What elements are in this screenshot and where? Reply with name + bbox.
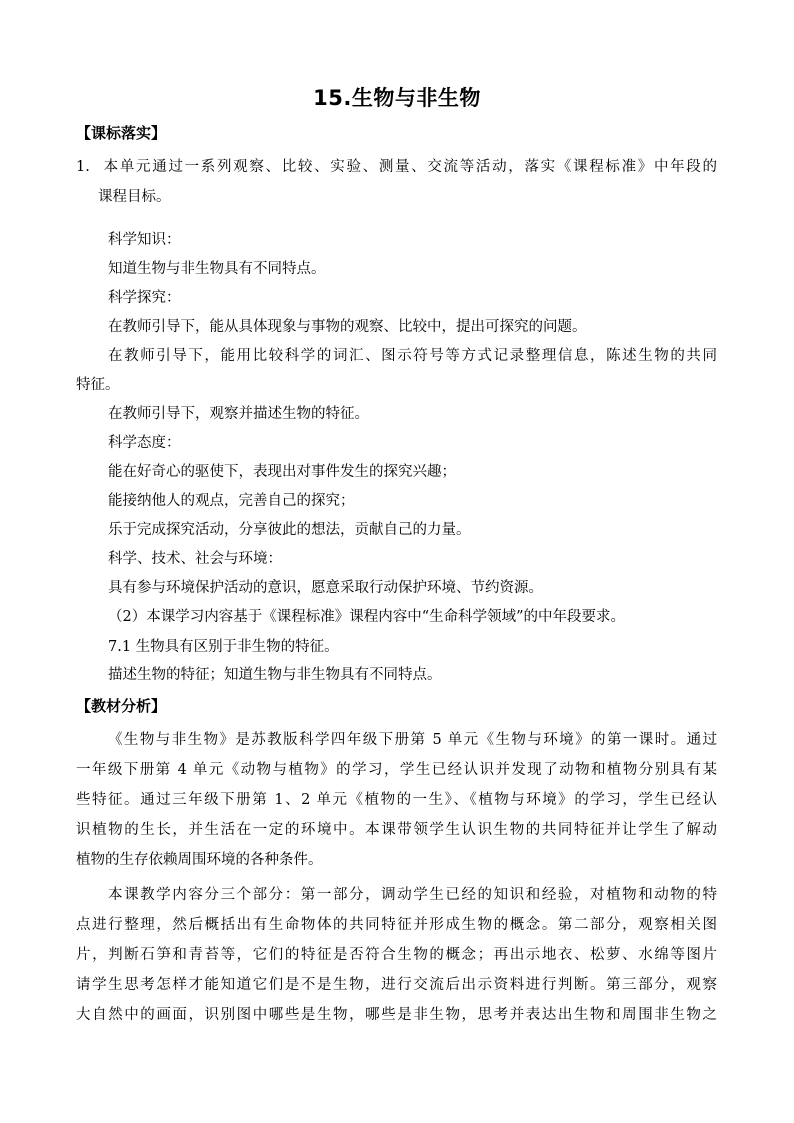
analysis-p1-line: 《生物与非生物》是苏教版科学四年级下册第 5 单元《生物与环境》的第一课时。通过 xyxy=(108,732,717,748)
item2-sub: 7.1 生物具有区别于非生物的特征。 xyxy=(108,639,339,655)
inquiry-label: 科学探究： xyxy=(108,290,181,306)
analysis-p2-line: 点进行整理，然后概括出有生命物体的共同特征并形成生物的概念。第二部分，观察相关图 xyxy=(76,917,717,933)
item1-line2: 课程目标。 xyxy=(98,189,171,205)
attitude-text3: 乐于完成探究活动，分享彼此的想法，贡献自己的力量。 xyxy=(108,522,471,538)
analysis-p1-line: 植物的生存依赖周围环境的各种条件。 xyxy=(76,852,323,868)
item1-line1 xyxy=(76,156,717,178)
analysis-p1-line: 一年级下册第 4 单元《动物与植物》的学习，学生已经认识并发现了动物和植物分别具有某 xyxy=(76,762,717,778)
knowledge-text: 知道生物与非生物具有不同特点。 xyxy=(108,261,326,277)
analysis-p2-line: 本课教学内容分三个部分：第一部分，调动学生已经的知识和经验，对植物和动物的特 xyxy=(108,887,717,903)
inquiry-text3: 在教师引导下，观察并描述生物的特征。 xyxy=(108,406,369,422)
attitude-text1: 能在好奇心的驱使下，表现出对事件发生的探究兴趣； xyxy=(108,464,456,480)
section-heading-analysis: 【教材分析】 xyxy=(76,697,167,715)
document-title: 15.生物与非生物 xyxy=(313,86,481,110)
inquiry-text2-line2: 特征。 xyxy=(76,377,120,393)
item2-desc: 描述生物的特征；知道生物与非生物具有不同特点。 xyxy=(108,667,442,683)
knowledge-label: 科学知识： xyxy=(108,232,181,248)
attitude-text2: 能接纳他人的观点，完善自己的探究； xyxy=(108,493,355,509)
inquiry-text1: 在教师引导下，能从具体现象与事物的观察、比较中，提出可探究的问题。 xyxy=(108,319,587,335)
analysis-p1-line: 些特征。通过三年级下册第 1、2 单元《植物的一生》、《植物与环境》的学习，学生已经认 xyxy=(76,792,717,808)
sts-text: 具有参与环境保护活动的意识，愿意采取行动保护环境、节约资源。 xyxy=(108,580,543,596)
item1-number: 1. xyxy=(76,159,90,175)
analysis-p2-line: 片，判断石笋和青苔等，它们的特征是否符合生物的概念；再出示地衣、松萝、水绵等图片 xyxy=(76,947,717,963)
attitude-label: 科学态度： xyxy=(108,435,181,451)
inquiry-text2-line1: 在教师引导下，能用比较科学的词汇、图示符号等方式记录整理信息，陈述生物的共同 xyxy=(108,348,717,364)
item1-line1-text: 本单元通过一系列观察、比较、实验、测量、交流等活动，落实《课程标准》中年段的 xyxy=(102,159,717,175)
analysis-p2-line: 大自然中的画面，识别图中哪些是生物，哪些是非生物，思考并表达出生物和周围非生物之 xyxy=(76,1007,717,1023)
sts-label: 科学、技术、社会与环境： xyxy=(108,551,282,567)
analysis-p2-line: 请学生思考怎样才能知道它们是不是生物，进行交流后出示资料进行判断。第三部分，观察 xyxy=(76,977,717,993)
section-heading-curriculum: 【课标落实】 xyxy=(76,124,167,142)
item2-text: （2）本课学习内容基于《课程标准》课程内容中“生命科学领域”的中年段要求。 xyxy=(108,609,626,625)
analysis-p1-line: 识植物的生长，并生活在一定的环境中。本课带领学生认识生物的共同特征并让学生了解动 xyxy=(76,822,717,838)
